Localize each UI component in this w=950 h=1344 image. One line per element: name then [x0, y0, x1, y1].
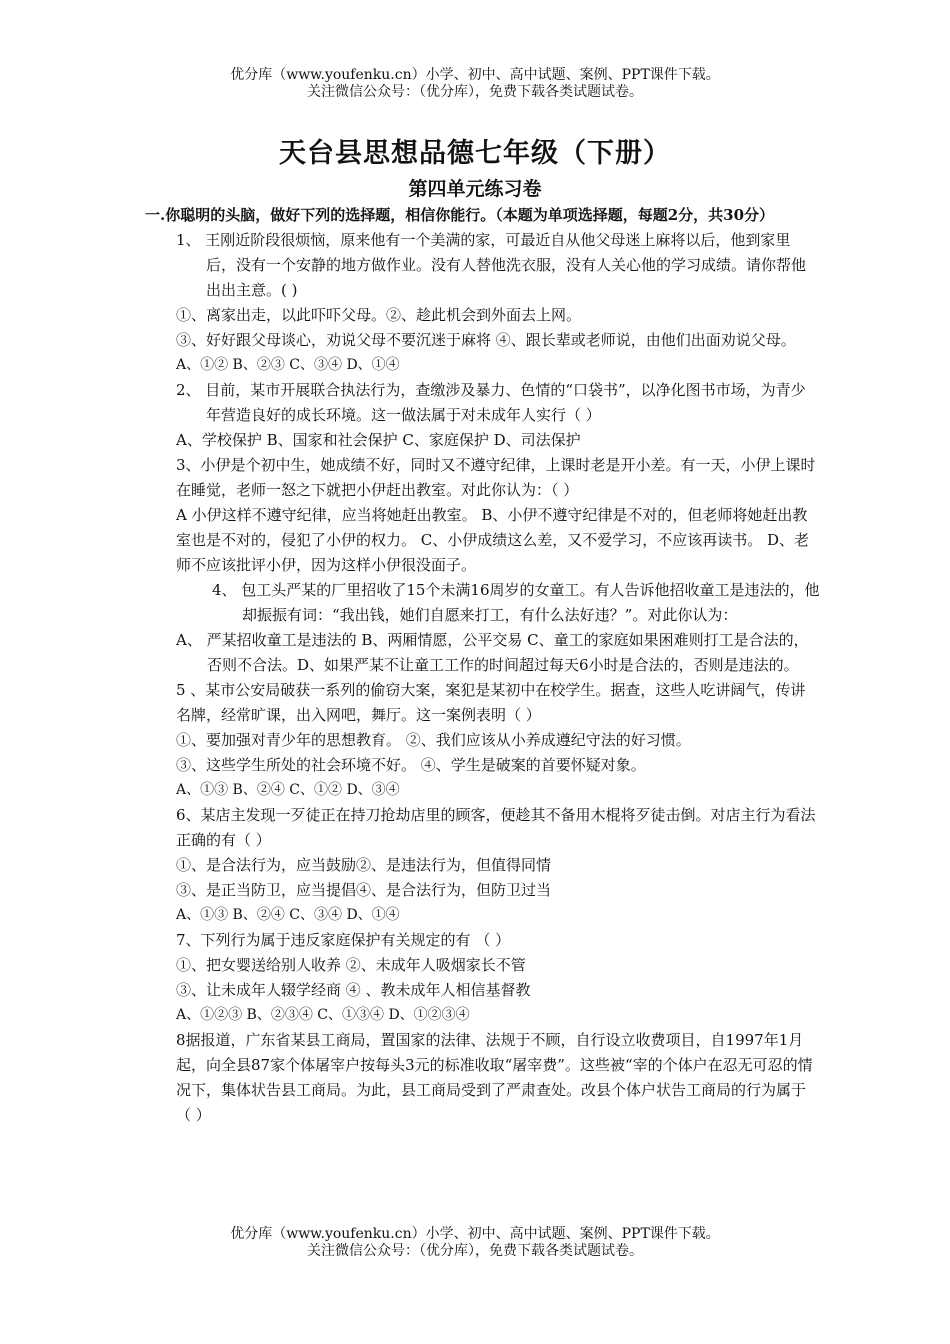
question-7-stem: 7、下列行为属于违反家庭保护有关规定的有 （ ）: [176, 931, 511, 949]
question-6-stem: 6、某店主发现一歹徒正在持刀抢劫店里的顾客，便趁其不备用木棍将歹徒击倒。对店主行为看法正确的有（ ）: [176, 806, 816, 849]
question-6-statement-1: ①、是合法行为，应当鼓励②、是违法行为，但值得同情: [176, 856, 552, 874]
question-5-stem: 5 、某市公安局破获一系列的偷窃大案，案犯是某初中在校学生。据查，这些人吃讲阔气，传讲名牌，经常旷课，出入网吧，舞厅。这一案例表明（ ）: [176, 681, 806, 724]
question-8-stem: 8据报道，广东省某县工商局，置国家的法律、法规于不顾，自行设立收费项目，自1997年1月起，向全县87家个体屠宰户按每头3元的标准收取“屠宰费”。这些被“宰的个体户在忍无可忍的情况下，集体状告县工商局。为此，县工商局受到了严肃查处。改县个体户状告工商局的行为属于（ ）: [176, 1031, 813, 1124]
question-6-statement-2: ③、是正当防卫，应当提倡④、是合法行为，但防卫过当: [176, 881, 552, 899]
footer-banner: [0, 1226, 950, 1260]
question-1-statement-1: ①、离家出走，以此吓吓父母。②、趁此机会到外面去上网。: [176, 306, 582, 324]
question-4-stem: 4、 包工头严某的厂里招收了15个未满16周岁的女童工。有人告诉他招收童工是违法的，他却振振有词：“我出钱，她们自愿来打工，有什么法好违？”。对此你认为：: [212, 581, 820, 624]
question-1-statement-2: ③、好好跟父母谈心，劝说父母不要沉迷于麻将 ④、跟长辈或老师说，由他们出面劝说父母。: [176, 331, 796, 349]
question-6-options: A、①③ B、②④ C、③④ D、①④: [176, 907, 400, 923]
question-5-statement-1: ①、要加强对青少年的思想教育。 ②、我们应该从小养成遵纪守法的好习惯。: [176, 731, 691, 749]
page-title: 天台县思想品德七年级（下册）: [279, 138, 671, 169]
question-7-statement-1: ①、把女婴送给别人收养 ②、未成年人吸烟家长不管: [176, 956, 526, 974]
header-line-2: 关注微信公众号：（优分库），免费下载各类试题试卷。: [307, 84, 643, 100]
question-2-options: A、学校保护 B、国家和社会保护 C、家庭保护 D、司法保护: [176, 431, 581, 449]
question-1-options: A、①② B、②③ C、③④ D、①④: [176, 357, 400, 373]
question-1-stem: 1、 王刚近阶段很烦恼，原来他有一个美满的家，可最近自从他父母迷上麻将以后，他到家里后，没有一个安静的地方做作业。没有人替他洗衣服，没有人关心他的学习成绩。请你帮他出出主意。( ): [176, 231, 807, 299]
question-5-options: A、①③ B、②④ C、①② D、③④: [176, 782, 400, 798]
exam-content: [145, 203, 820, 1128]
section-heading: 一.你聪明的头脑，做好下列的选择题，相信你能行。（本题为单项选择题，每题2分，共30分）: [145, 206, 775, 224]
header-banner: [0, 67, 950, 101]
question-7-statement-2: ③、让未成年人辍学经商 ④ 、教未成年人相信基督教: [176, 981, 531, 999]
footer-line-2: 关注微信公众号：（优分库），免费下载各类试题试卷。: [307, 1243, 643, 1259]
question-4-options: A、 严某招收童工是违法的 B、两厢情愿，公平交易 C、童工的家庭如果困难则打工是合法的，否则不合法。D、如果严某不让童工工作的时间超过每天6小时是合法的，否则是违法的。: [176, 631, 809, 674]
question-2-stem: 2、 目前，某市开展联合执法行为，查缴涉及暴力、色情的“口袋书”，以净化图书市场，为青少年营造良好的成长环境。这一做法属于对未成年人实行（ ）: [176, 381, 806, 424]
question-3-options: A 小伊这样不遵守纪律，应当将她赶出教室。 B、小伊不遵守纪律是不对的，但老师将她赶出教室也是不对的，侵犯了小伊的权力。 C、小伊成绩这么差，又不爱学习，不应该再读书。 D、老师不应该批评小伊，因为这样小伊很没面子。: [176, 506, 810, 574]
page-subtitle: 第四单元练习卷: [408, 178, 542, 200]
question-3-stem: 3、小伊是个初中生，她成绩不好，同时又不遵守纪律，上课时老是开小差。有一天，小伊上课时在睡觉，老师一怒之下就把小伊赶出教室。对此你认为：（ ）: [176, 456, 816, 499]
header-line-1: 优分库（www.youfenku.cn）小学、初中、高中试题、案例、PPT课件下载。: [230, 67, 720, 83]
footer-line-1: 优分库（www.youfenku.cn）小学、初中、高中试题、案例、PPT课件下载。: [230, 1226, 720, 1242]
question-7-options: A、①②③ B、②③④ C、①③④ D、①②③④: [176, 1007, 470, 1023]
question-5-statement-2: ③、这些学生所处的社会环境不好。 ④、学生是破案的首要怀疑对象。: [176, 756, 646, 774]
